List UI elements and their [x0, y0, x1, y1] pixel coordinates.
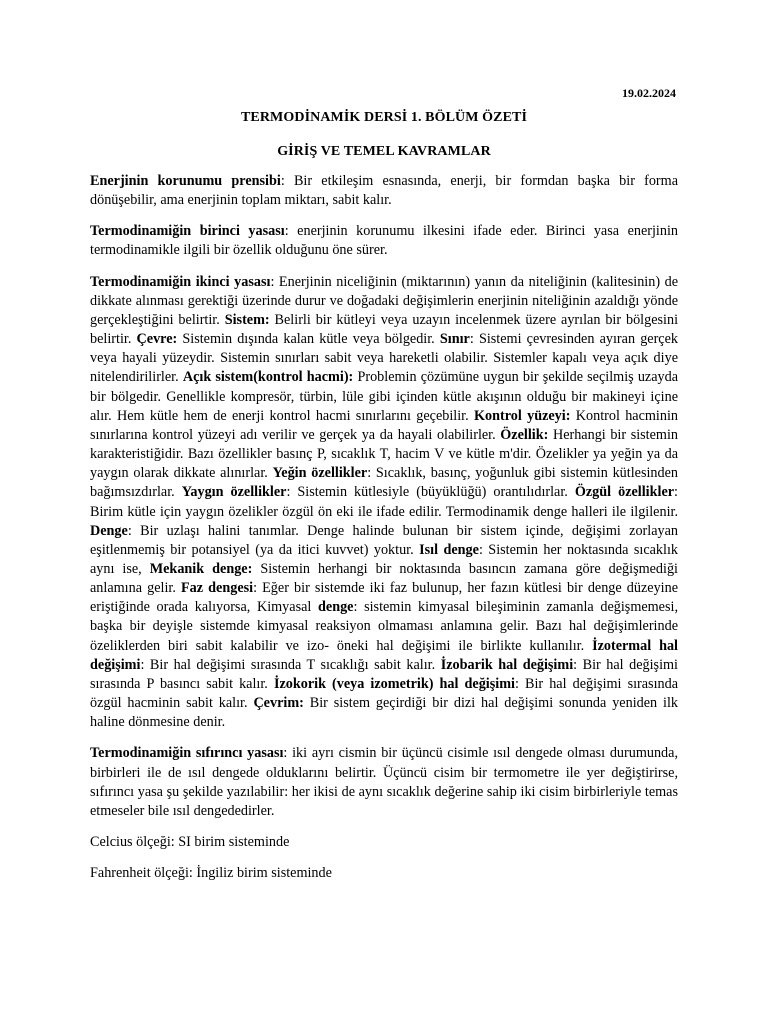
term-second-law: Termodinamiğin ikinci yasası [90, 273, 271, 290]
paragraph-celsius-scale: Celcius ölçeği: SI birim sisteminde [90, 834, 290, 850]
term-specific-properties: Özgül özellikler [574, 484, 675, 501]
term-isothermal: İzotermal hal değişimi [90, 637, 678, 673]
term-first-law: Termodinamiğin birinci yasası [90, 223, 285, 240]
term-extensive-properties: Yaygın özellikler [181, 484, 287, 501]
term-energy-conservation: Enerjinin korunumu prensibi [90, 173, 281, 189]
term-mechanical-equilibrium: Mekanik denge: [149, 560, 253, 577]
term-thermal-equilibrium: Isıl denge [419, 541, 479, 558]
document-title: TERMODİNAMİK DERSİ 1. BÖLÜM ÖZETİ [240, 110, 528, 125]
term-zeroth-law: Termodinamiğin sıfırıncı yasası [90, 745, 284, 762]
term-intensive-properties: Yeğin özellikler [272, 465, 368, 482]
document-subtitle: GİRİŞ VE TEMEL KAVRAMLAR [277, 144, 491, 159]
term-phase-equilibrium: Faz dengesi [180, 580, 254, 597]
paragraph-zeroth-law: Termodinamiğin sıfırıncı yasası: iki ayrı cismin bir üçüncü cisimle ısıl dengede olması durumunda, birbirleri ile de ısıl dengede olduklarını belirtir. Üçüncü cisim bir termometre ile yer değiştirirse, sıfırıncı yasa şu şekilde yazılabilir: her ikisi de aynı sıcaklık değerine sahip iki cisim birbirleriyle temas etmeseler bile ısıl dengededirler. [90, 745, 678, 819]
term-surroundings: Çevre: [136, 331, 178, 348]
term-control-surface: Kontrol yüzeyi: [473, 407, 571, 424]
term-property: Özellik: [500, 426, 549, 443]
paragraph-energy-conservation: Enerjinin korunumu prensibi: Bir etkileşim esnasında, enerji, bir formdan başka bir forma dönüşebilir, ama enerjinin toplam miktarı, sabit kalır. [90, 173, 678, 209]
paragraph-second-law: Termodinamiğin ikinci yasası: Enerjinin niceliğinin (miktarının) yanın da niteliğinin (kalitesinin) de dikkate alınması gerektiği üzerinde durur ve doğadaki değişimlerin enerjinin niteliğinin azaldığı yönde gerçekleştiğini belirtir. Sistem: Belirli bir kütleyi veya uzayın incelenmek üzere ayrılan bir bölgesini belirtir. Çevre: Sistemin dışında kalan kütle veya bölgedir. Sınır: Sistemi çevresinden ayıran gerçek veya hayali yüzeydir. Sistemin sınırları sabit veya hareketli olabilir. Sistemler kapalı veya açık diye nitelendirilirler. Açık sistem(kontrol hacmi): Problemin çözümüne uygun bir şekilde seçilmiş uzayda bir bölgedir. Genellikle kompresör, türbin, lüle gibi içinden kütle akışının olduğu bir makineyi içine alır. Hem kütle hem de enerji kontrol hacmi sınırlarını geçebilir. Kontrol yüzeyi: Kontrol hacminin sınırlarına kontrol yüzeyi adı verilir ve gerçek ya da hayali olabilirler. Özellik: Herhangi bir sistemin karakteristiğidir. Bazı özellikler basınç P, sıcaklık T, hacim V ve kütle m'dir. Özelikler ya yeğin ya da yaygın olarak dikkate alınırlar. Yeğin özellikler: Sıcaklık, basınç, yoğunluk gibi sistemin kütlesinden bağımsızdırlar. Yaygın özellikler: Sistemin kütlesiyle (büyüklüğü) orantılıdırlar. Özgül özellikler: Birim kütle için yaygın özelikler özgül ön eki ile ifade edilir. Termodinamik denge halleri ile ilgilenir. Denge: Bir uzlaşı halini tanımlar. Denge halinde bulunan bir sistem içinde, değişimi zorlayan eşitlenmemiş bir potansiyel (ya da itici kuvvet) yoktur. Isıl denge: Sistemin her noktasında sıcaklık aynı ise, Mekanik denge: Sistemin herhangi bir noktasında basıncın zamana göre değişmediği anlamına gelir. Faz dengesi: Eğer bir sistemde iki faz bulunup, her fazın kütlesi bir denge düzeyine eriştiğinde orada kalıyorsa, Kimyasal denge: sistemin kimyasal bileşiminin zamanla değişmemesi, başka bir deyişle sistemde kimyasal reaksiyon olmaması anlamına gelir. Bazı hal değişimlerinde özeliklerden biri sabit kalabilir ve izo- öneki hal değişimi ile birlikte kullanılır. İzotermal hal değişimi: Bir hal değişimi sırasında T sıcaklığı sabit kalır. İzobarik hal değişimi: Bir hal değişimi sırasında P basıncı sabit kalır. İzokorik (veya izometrik) hal değişimi: Bir hal değişimi sırasında özgül hacminin sabit kalır. Çevrim: Bir sistem geçirdiği bir dizi hal değişimi sonunda yeniden ilk haline dönmesine denir. [90, 273, 679, 731]
document-date: 19.02.2024 [622, 86, 676, 100]
term-isochoric: İzokorik (veya izometrik) hal değişimi [273, 675, 515, 692]
term-equilibrium: Denge [90, 522, 128, 539]
paragraph-first-law: Termodinamiğin birinci yasası: enerjinin korunumu ilkesini ifade eder. Birinci yasa enerjinin termodinamikle ilgili bir özellik olduğunu öne sürer. [90, 223, 678, 259]
term-open-system: Açık sistem(kontrol hacmi): [182, 369, 354, 386]
term-chemical-equilibrium: denge [318, 599, 354, 616]
term-system: Sistem: [224, 311, 270, 328]
term-cycle: Çevrim: [253, 695, 304, 712]
paragraph-fahrenheit-scale: Fahrenheit ölçeği: İngiliz birim sisteminde [90, 865, 332, 882]
document-body [90, 172, 678, 895]
term-boundary: Sınır [439, 331, 470, 348]
term-isobaric: İzobarik hal değişimi [440, 656, 574, 673]
